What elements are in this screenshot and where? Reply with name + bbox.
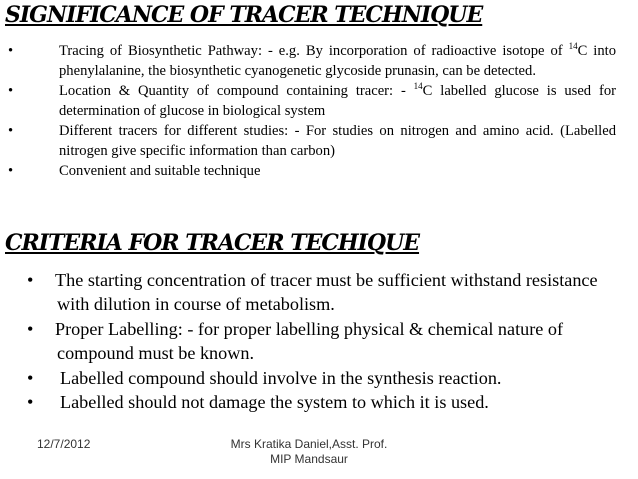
criteria-list (27, 268, 627, 414)
list-item (8, 81, 616, 121)
list-item-text: Convenient and suitable technique (59, 163, 261, 179)
footer-date: 12/7/2012 (37, 437, 91, 451)
list-item-text: Tracing of Biosynthetic Pathway: - e.g. By incorporation of radioactive isotope of $^{14}$C into phenylalanine, the biosynthetic cyanogenetic glycoside prunasin, can be detected. (59, 41, 616, 79)
list-item-text: Different tracers for different studies: - For studies on nitrogen and amino acid. (Labelled nitrogen give specific information than carbon) (59, 123, 616, 159)
bullet-icon: • (8, 43, 14, 59)
section-heading-significance: SIGNIFICANCE OF TRACER TECHNIQUE (5, 2, 483, 28)
list-item-text: Location & Quantity of compound containing tracer: - $^{14}$C labelled glucose is used for determination of glucose in biological system (59, 81, 616, 119)
list-item (27, 317, 627, 366)
bullet-icon: • (27, 367, 34, 388)
list-item (8, 161, 616, 181)
list-item-text: Labelled should not damage the system to which it is used. (60, 392, 489, 413)
significance-list (8, 41, 616, 181)
list-item (8, 121, 616, 161)
list-item (27, 390, 627, 414)
section-heading-criteria: CRITERIA FOR TRACER TECHIQUE (5, 230, 420, 256)
list-item-text: Proper Labelling: - for proper labelling physical & chemical nature of compound must be known. (55, 318, 564, 364)
footer-author-line: Mrs Kratika Daniel,Asst. Prof. (230, 437, 388, 451)
bullet-icon: • (27, 270, 34, 290)
bullet-icon: • (27, 318, 34, 339)
list-item-text: Labelled compound should involve in the synthesis reaction. (60, 367, 502, 388)
list-item (8, 41, 616, 81)
footer-author (200, 437, 418, 467)
list-item (27, 366, 627, 390)
bullet-icon: • (8, 163, 14, 179)
bullet-icon: • (27, 392, 34, 413)
bullet-icon: • (8, 83, 14, 99)
list-item (27, 268, 627, 317)
bullet-icon: • (8, 123, 14, 139)
footer-author-line: MIP Mandsaur (270, 452, 348, 466)
list-item-text: The starting concentration of tracer must be sufficient withstand resistance with dilution in course of metabolism. (55, 270, 598, 315)
